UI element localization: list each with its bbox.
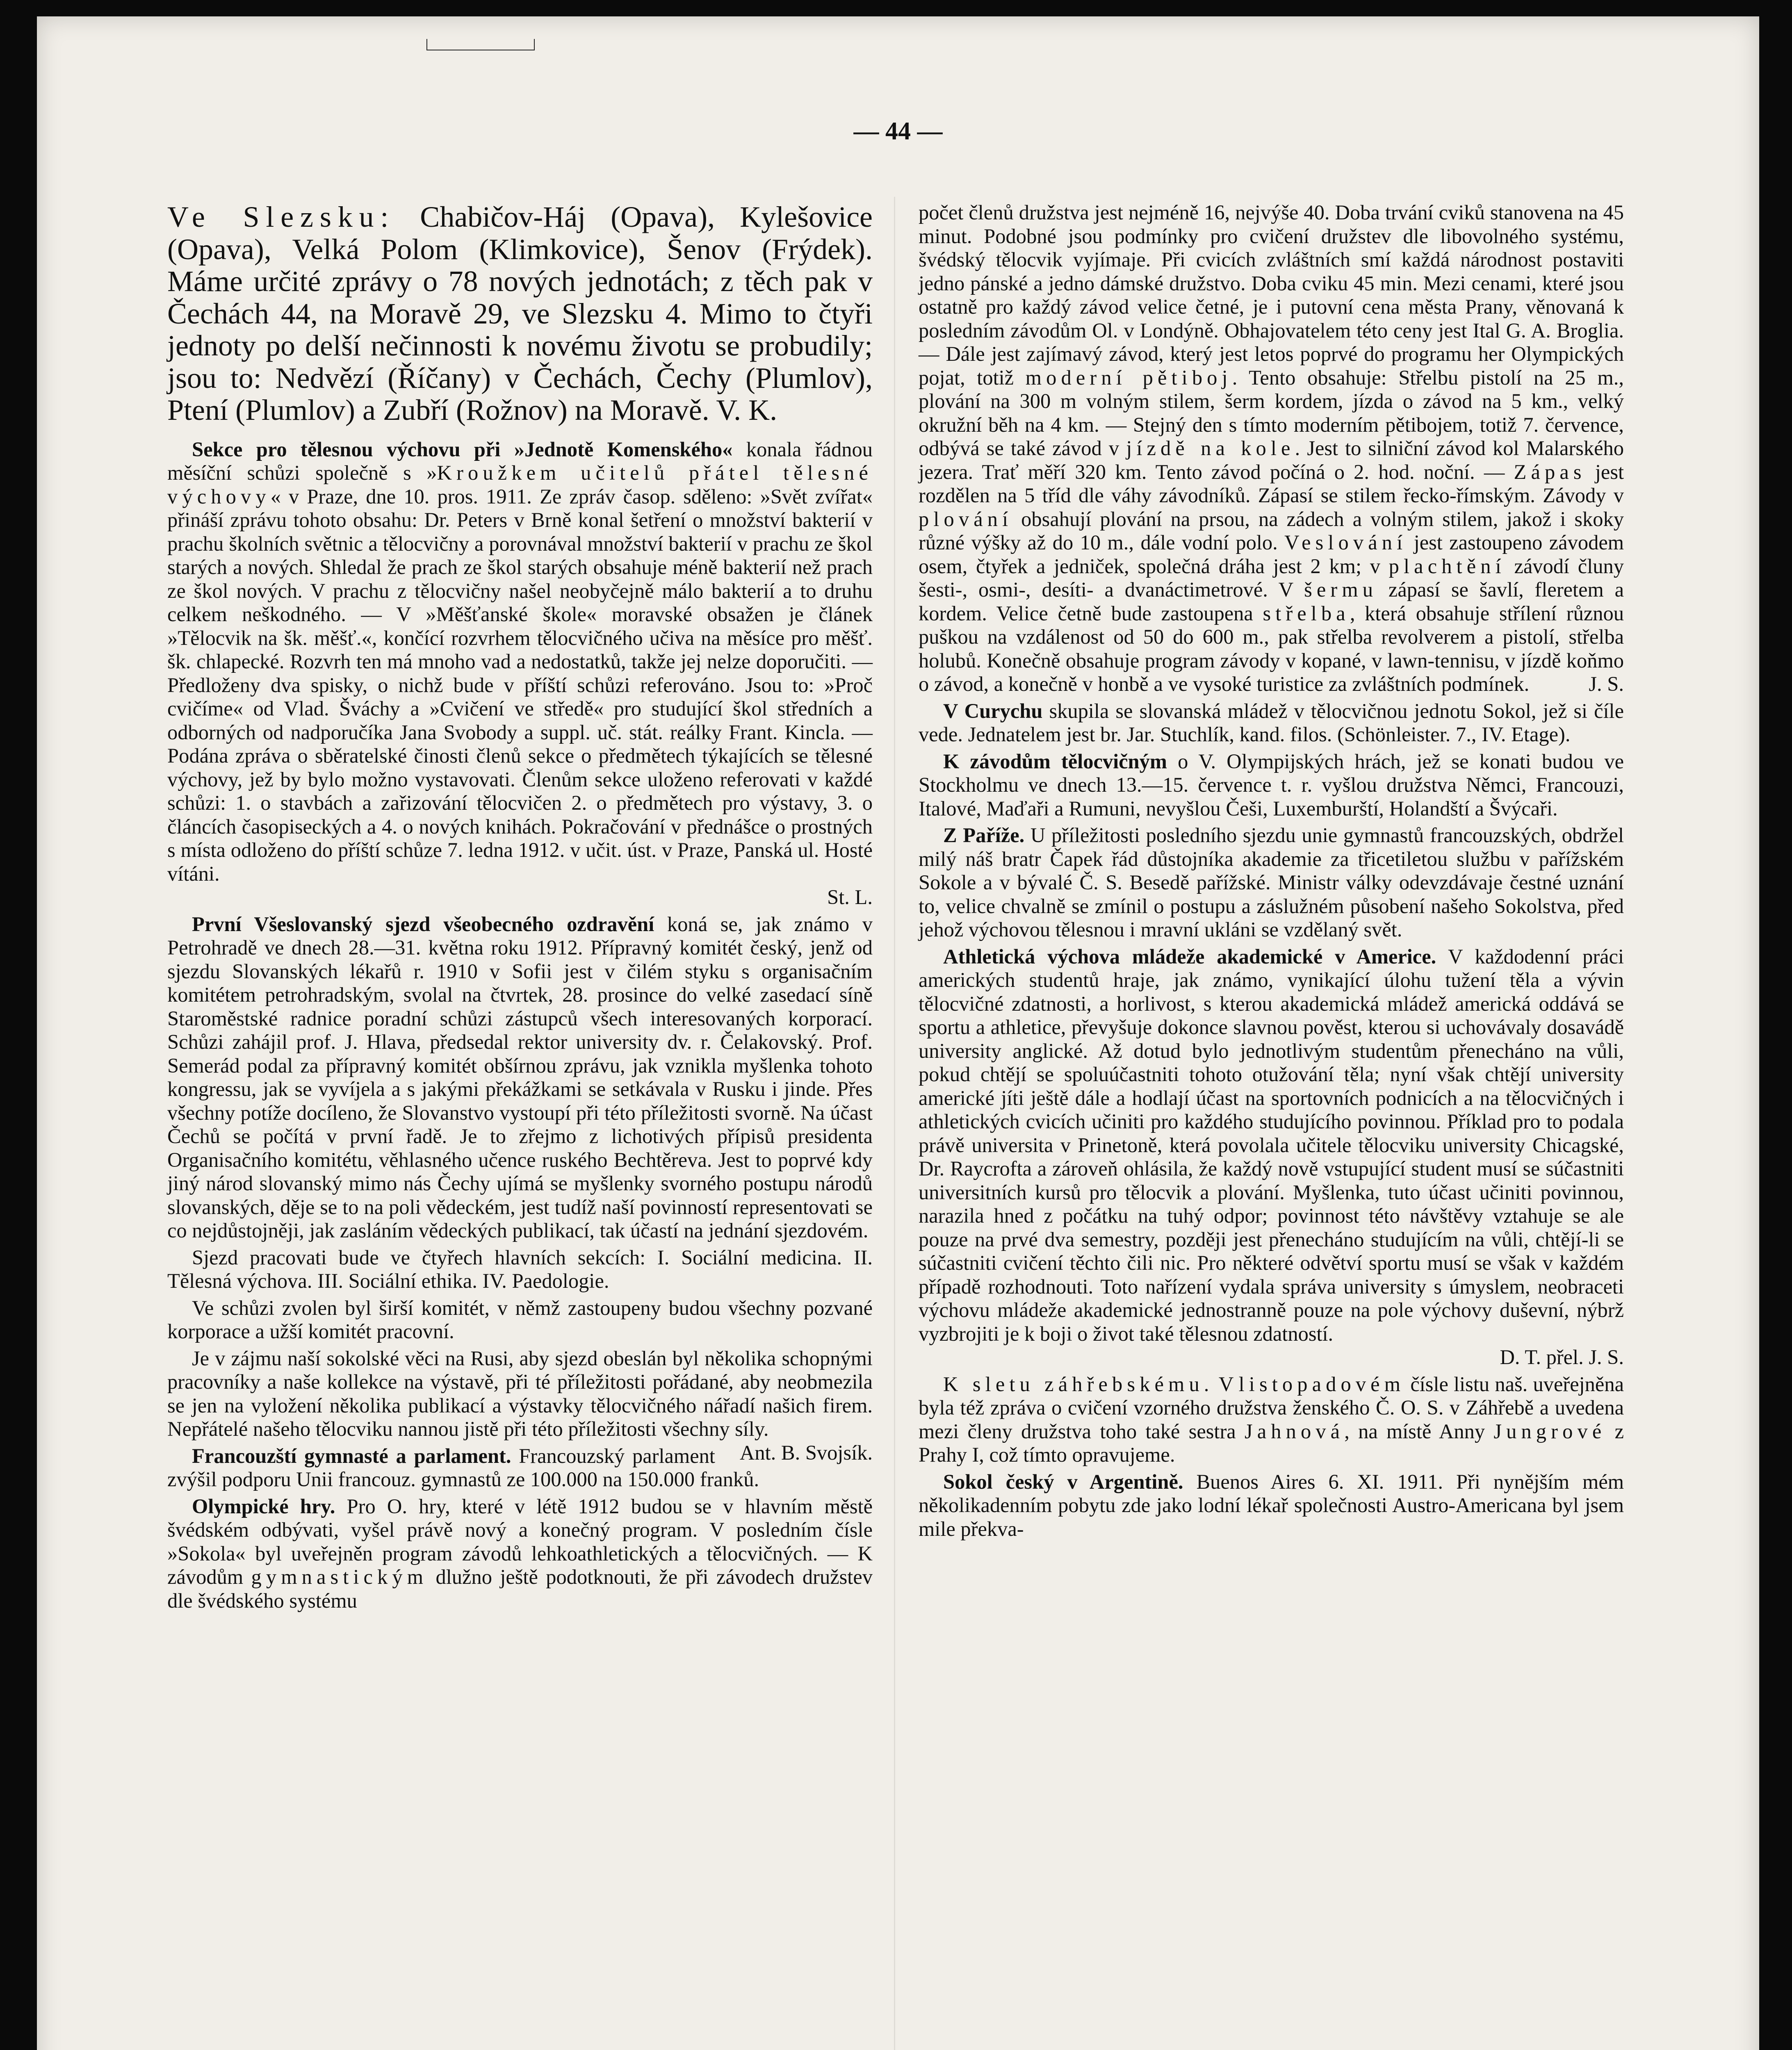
article-sjezd (167, 913, 873, 1243)
lead-label: Ve Slezsku: (167, 200, 395, 233)
spaced-text: Kroužkem učitelů přátel tělesné výchovy (167, 461, 873, 508)
spaced-text: Zápas (1514, 460, 1586, 483)
spaced-text: moderní pětiboj (1025, 366, 1232, 389)
article-olympicke-continued (919, 201, 1624, 696)
spaced-text: gymnastickým (251, 1565, 428, 1588)
article-heading: V Curychu (943, 699, 1043, 722)
article-argentine (919, 1470, 1624, 1541)
article-heading: Z Paříže. (943, 824, 1025, 847)
spaced-text: šermu (1304, 578, 1378, 601)
article-text: Buenos Aires 6. XI. 1911. Při nynějším mém několikadenním pobytu zde jako lodní lékař společnosti Austro-Americana byl jsem mile překva- (919, 1470, 1624, 1540)
article-heading: K závodům tělocvičným (943, 749, 1167, 773)
article-heading: Sokol český v Argentině. (943, 1470, 1183, 1493)
article-heading: První Všeslovanský sjezd všeobecného ozdravění (192, 912, 654, 936)
right-column (919, 201, 1624, 1544)
article-text: o V. Olympijských hrách, jež se konati budou ve Stockholmu ve dnech 13.—15. července t. r. vyšlou družstva Němci, Francouzi, Italové, Maďaři a Rumuni, nevyšlou Češi, Luxemburští, Holandští a Švýcaři. (919, 749, 1624, 820)
spaced-text: Jahnová (1244, 1419, 1345, 1443)
article-text: čísle listu naš. uveřejněna byla též zpráva o cvičení vzorného družstva ženského Č. O. S. v Záhřebě a uvedena mezi členy družstva toho také sestra (919, 1372, 1624, 1443)
column-gutter (894, 197, 895, 2050)
article-text: závodí čluny šesti-, osmi-, desíti- a dvanáctimetrové. V (919, 554, 1624, 601)
article-text: Pro O. hry, které v létě 1912 budou se v hlavním městě švédském odbývati, vyšel právě nový a konečný program. V posledním čísle »Sokola« byl uveřejněn program závodů lehkoathletických a tělocvičných. — K závodům (167, 1494, 873, 1588)
article-heading: Athletická výchova mládeže akademické v Americe. (943, 945, 1436, 968)
signature: J. S. (1589, 672, 1624, 695)
article-zavodum (919, 750, 1624, 821)
article-olympicke (167, 1495, 873, 1613)
article-text: Je v zájmu naší sokolské věci na Rusi, aby sjezd obeslán byl několika schopnými pracovníky a naše kollekce na výstavě, při té příležitosti pořádané, aby neobmezila se jen na vyložení několika publikací a výstavky tělocvičného nářadí našich firem. Nepřátelé našeho tělocviku nannou jistě při této příležitosti všechny síly. (167, 1346, 873, 1440)
article-heading: Olympické hry. (192, 1494, 335, 1518)
sjezd-paragraph-3: Ve schůzi zvolen byl širší komitét, v němž zastoupeny budou všechny pozvané korporace a užší komitét pracovní. (167, 1296, 873, 1343)
article-text: , na místě Anny (1344, 1419, 1485, 1443)
spaced-text: Veslování (1284, 531, 1407, 554)
article-text: zápasí se šavlí, fleretem a kordem. Velice četně bude zastoupena (919, 578, 1624, 625)
article-text: U příležitosti posledního sjezdu unie gymnastů francouzských, obdržel milý náš bratr Čapek řád důstojníka akademie za třicetiletou službu v pařížském Sokole a v bývalé Č. S. Besedě pařížské. Ministr války odevzdávaje čestné uznání to, velice chvalně se zmínil o postupu a záslužném působení našeho Sokolstva, před jehož výchovou tělesnou i mravní ukláni se vzdělaný svět. (919, 824, 1624, 941)
article-sekce (167, 438, 873, 909)
scan-edge-mark (426, 39, 535, 50)
spaced-text: plování (919, 507, 1013, 531)
lead-text: Chabičov-Háj (Opava), Kylešovice (Opava), Velká Polom (Klimkovice), Šenov (Frýdek). Máme určité zprávy o 78 nových jednotách; z těch pak v Čechách 44, na Moravě 29, ve Slezsku 4. Mimo to čtyři jednoty po delší nečinnosti k novému životu se probudily; jsou to: Nedvězí (Říčany) v Čechách, Čechy (Plumlov), Ptení (Plumlov) a Zubří (Rožnov) na Moravě. V. K. (167, 200, 873, 426)
article-amerika (919, 945, 1624, 1369)
article-parize (919, 824, 1624, 942)
signature: St. L. (827, 886, 873, 909)
article-text: skupila se slovanská mládež v tělocvičnou jednotu Sokol, jež si číle vede. Jednatelem jest br. Jar. Stuchlík, kand. filos. (Schönleister. 7., IV. Etage). (919, 699, 1624, 746)
signature: Ant. B. Svojsík. (739, 1441, 873, 1464)
article-sletu (919, 1373, 1624, 1467)
article-text: jest zastoupeno závodem osem, čtyřek a jedniček, společná dráha jest 2 km; v (919, 531, 1624, 578)
article-text: V každodenní práci amerických studentů hraje, jak známo, vynikající úlohu tužení těla a vývin tělocvičné zdatnosti, a horlivost, s kterou akademická mládež americká oddává se sportu a athletice, převyšuje dokonce slavnou pověst, kterou si uchovávaly dosavádě university anglické. Až dotud bylo jednotlivým studentům přenecháno na vůli, pokud chtějí se spoluúčastniti tohoto otužování těla; nyní však chtějí university americké jíti ještě dále a hodlají účast na sportovních podnicích a na tělocvičných i athletických cvicích učiniti pro každého studujícího povinnou. Příklad pro to podala právě universita v Prinetoně, která povolala učitele tělocviku university Chicagské, Dr. Raycrofta a zároveň ohlásila, že každý nově vstupující student musí se súčastniti universitních kursů pro tělocvik a plování. Myšlenka, tuto účast učiniti povinnou, narazila hned z počátku na tuhý odpor; povinnost této návštěvy vztahuje se ale pouze na prvé dva semestry, později jest přenecháno studujícím na vůli, chtějí-li se súčastniti cvičení těchto čili nic. Pro některé odvětví sportu musí se však v každém případě rozhodnouti. Toto nařízení vydala správa university s úmyslem, neobraceti výchovu mládeže akademické jednostranně pouze na pole výchovy duševní, nýbrž vyzbrojiti je k boji o život také tělesnou zdatností. (919, 945, 1624, 1345)
spaced-text: plachtění (1388, 554, 1506, 578)
article-text: konala řádnou měsíční schůzi společně s » (167, 437, 873, 484)
scanned-page (37, 16, 1759, 2050)
spaced-text: střelba (1263, 601, 1350, 625)
sjezd-paragraph-2: Sjezd pracovati bude ve čtyřech hlavních sekcích: I. Sociální medicina. II. Tělesná výchova. III. Sociální ethika. IV. Paedologie. (167, 1246, 873, 1292)
article-text: Francouzský parlament zvýšil podporu Unii francouz. gymnastů ze 100.000 na 150.000 franků. (167, 1444, 759, 1491)
signature: D. T. přel. J. S. (1500, 1346, 1624, 1369)
spaced-text: jízdě na kole (1126, 437, 1295, 460)
article-text: , která obsahuje střílení různou puškou na vzdálenost od 50 do 600 m., pak střelba revolverem a pistolí, střelba holubů. Konečně obsahuje program závody v kopané, v lawn-tennisu, v jízdě koňmo o závod, a konečně v honbě a ve vysoké turistice za zvláštních podmínek. (919, 601, 1624, 695)
article-text: . Tento obsahuje: Střelbu pistolí na 25 m., plování na 300 m volným stilem, šerm kordem, jízda o závod na 5 km., velký okružní běh na 4 km. — Stejný den s tímto moderním pětibojem, totiž 7. července, odbývá se také závod v (919, 366, 1624, 460)
article-text: V (1218, 1372, 1233, 1396)
page-number: — 44 — (853, 117, 943, 145)
article-curych (919, 699, 1624, 747)
article-text: dlužno ještě podotknouti, že při závodech družstev dle švédského systému (167, 1565, 873, 1612)
spaced-text: Jungrové (1493, 1419, 1606, 1443)
lead-paragraph-slezsko (167, 201, 873, 426)
article-text: počet členů družstva jest nejméně 16, nejvýše 40. Doba trvání cviků stanovena na 45 minut. Podobné jsou podmínky pro cvičení družstev dle libovolného systému, švédský tělocvik vyjímaje. Při cvicích zvláštních smí každá národnost postaviti jedno pánské a jedno dámské družstvo. Doba cviku 45 min. Mezi cenami, které jsou ostatně pro každý závod velice četné, je i putovní cena města Prany, věnovaná k posledním závodům Ol. v Londýně. Obhajovatelem této ceny jest Ital G. A. Broglia. — Dále jest zajímavý závod, který jest letos poprvé do programu her Olympických pojat, totiž (919, 201, 1624, 389)
left-column (167, 201, 873, 1616)
article-text: jest rozdělen na 5 tříd dle váhy závodníků. Zápasí se stilem řecko-římským. Závody v (919, 460, 1624, 507)
article-text: . Jest to silniční závod kol Malarského jezera. Trať měří 320 km. Tento závod počíná o 2. hod. noční. — (919, 437, 1624, 483)
spaced-text: K sletu záhřebskému. (943, 1372, 1214, 1396)
spaced-text: listopadovém (1238, 1372, 1405, 1396)
article-heading: Francouzští gymnasté a parlament. (192, 1444, 511, 1467)
article-text: koná se, jak známo v Petrohradě ve dnech 28.—31. května roku 1912. Přípravný komitét český, jenž od sjezdu Slovanských lékařů r. 1910 v Sofii jest v čilém styku s organisačním komitétem petrohradským, svolal na čtvrtek, 28. prosince do velké zasedací síně Staroměstské radnice poradní schůzi zástupců všech interesovaných korporací. Schůzi zahájil prof. J. Hlava, předsedal rektor university dv. r. Čelakovský. Prof. Semerád podal za přípravný komitét obšírnou zprávu, jak vznikla myšlenka tohoto kongressu, jak se vyvíjela a s jakými překážkami se setkávala v Rusku i jinde. Přes všechny potíže docíleno, že Slovanstvo vystoupí při této příležitosti svorně. Na účast Čechů se počítá v první řadě. Je to zřejmo z lichotivých přípisů presidenta Organisačního komitétu, věhlasného učence ruského Bechtěreva. Jest to poprvé kdy jiný národ slovanský mimo nás Čechy ujímá se myšlenky svorného postupu národů slovanských, děje se to na poli vědeckém, jest tudíž naší povinností representovati se co nejdůstojněji, jak zasláním vědeckých publikací, tak účastí na jednání sjezdovém. (167, 912, 873, 1242)
article-text: obsahují plování na prsou, na zádech a volným stilem, jakož i skoky různé výšky až do 10 m., dále vodní polo. (919, 507, 1624, 554)
article-heading: Sekce pro tělesnou výchovu při »Jednotě Komenského« (192, 437, 733, 461)
article-text: z Prahy I, což tímto opravujeme. (919, 1419, 1624, 1466)
article-text: « v Praze, dne 10. pros. 1911. Ze zpráv časop. sděleno: »Svět zvířat« přináší zprávu tohoto obsahu: Dr. Peters v Brně konal šetření o množství bakterií v prachu školních světnic a tělocvičny a porovnával množství bakterií v prachu ze škol starých a nových. Shledal že prach ze škol starých obsahuje méně bakterií než prach ze škol nových. V prachu z tělocvičny našel neobyčejně málo bakterií a to druhu celkem neškodného. — V »Měšťanské škole« moravské obsažen je článek »Tělocvik na šk. měšť.«, končící rozvrhem tělocvičného učiva na měsíce pro měšť. šk. chlapecké. Rozvrh ten má mnoho vad a nedostatků, takže jej nelze doporučiti. — Předloženy dva spisky, o nichž bude v příští schůzi referováno. Jsou to: »Proč cvičíme« od Vlad. Šváchy a »Cvičení ve středě« pro studující škol středních a odborných od nadporučíka Jana Svobody a suppl. uč. stát. reálky Frant. Kincla. — Podána zpráva o sběratelské činosti členů sekce o předmětech týkajících se tělesné výchovy, jež by bylo možno vystavovati. Členům sekce uloženo referovati v každé schůzi: 1. o stavbách a zařizování tělocvičen 2. o předmětech pro výstavy, 3. o článcích časopiseckých a 4. o nových knihách. Pokračování v přednášce o prostných s místa odloženo do příští schůze 7. ledna 1912. v učit. úst. v Praze, Panská ul. Hosté vítáni. (167, 485, 873, 885)
